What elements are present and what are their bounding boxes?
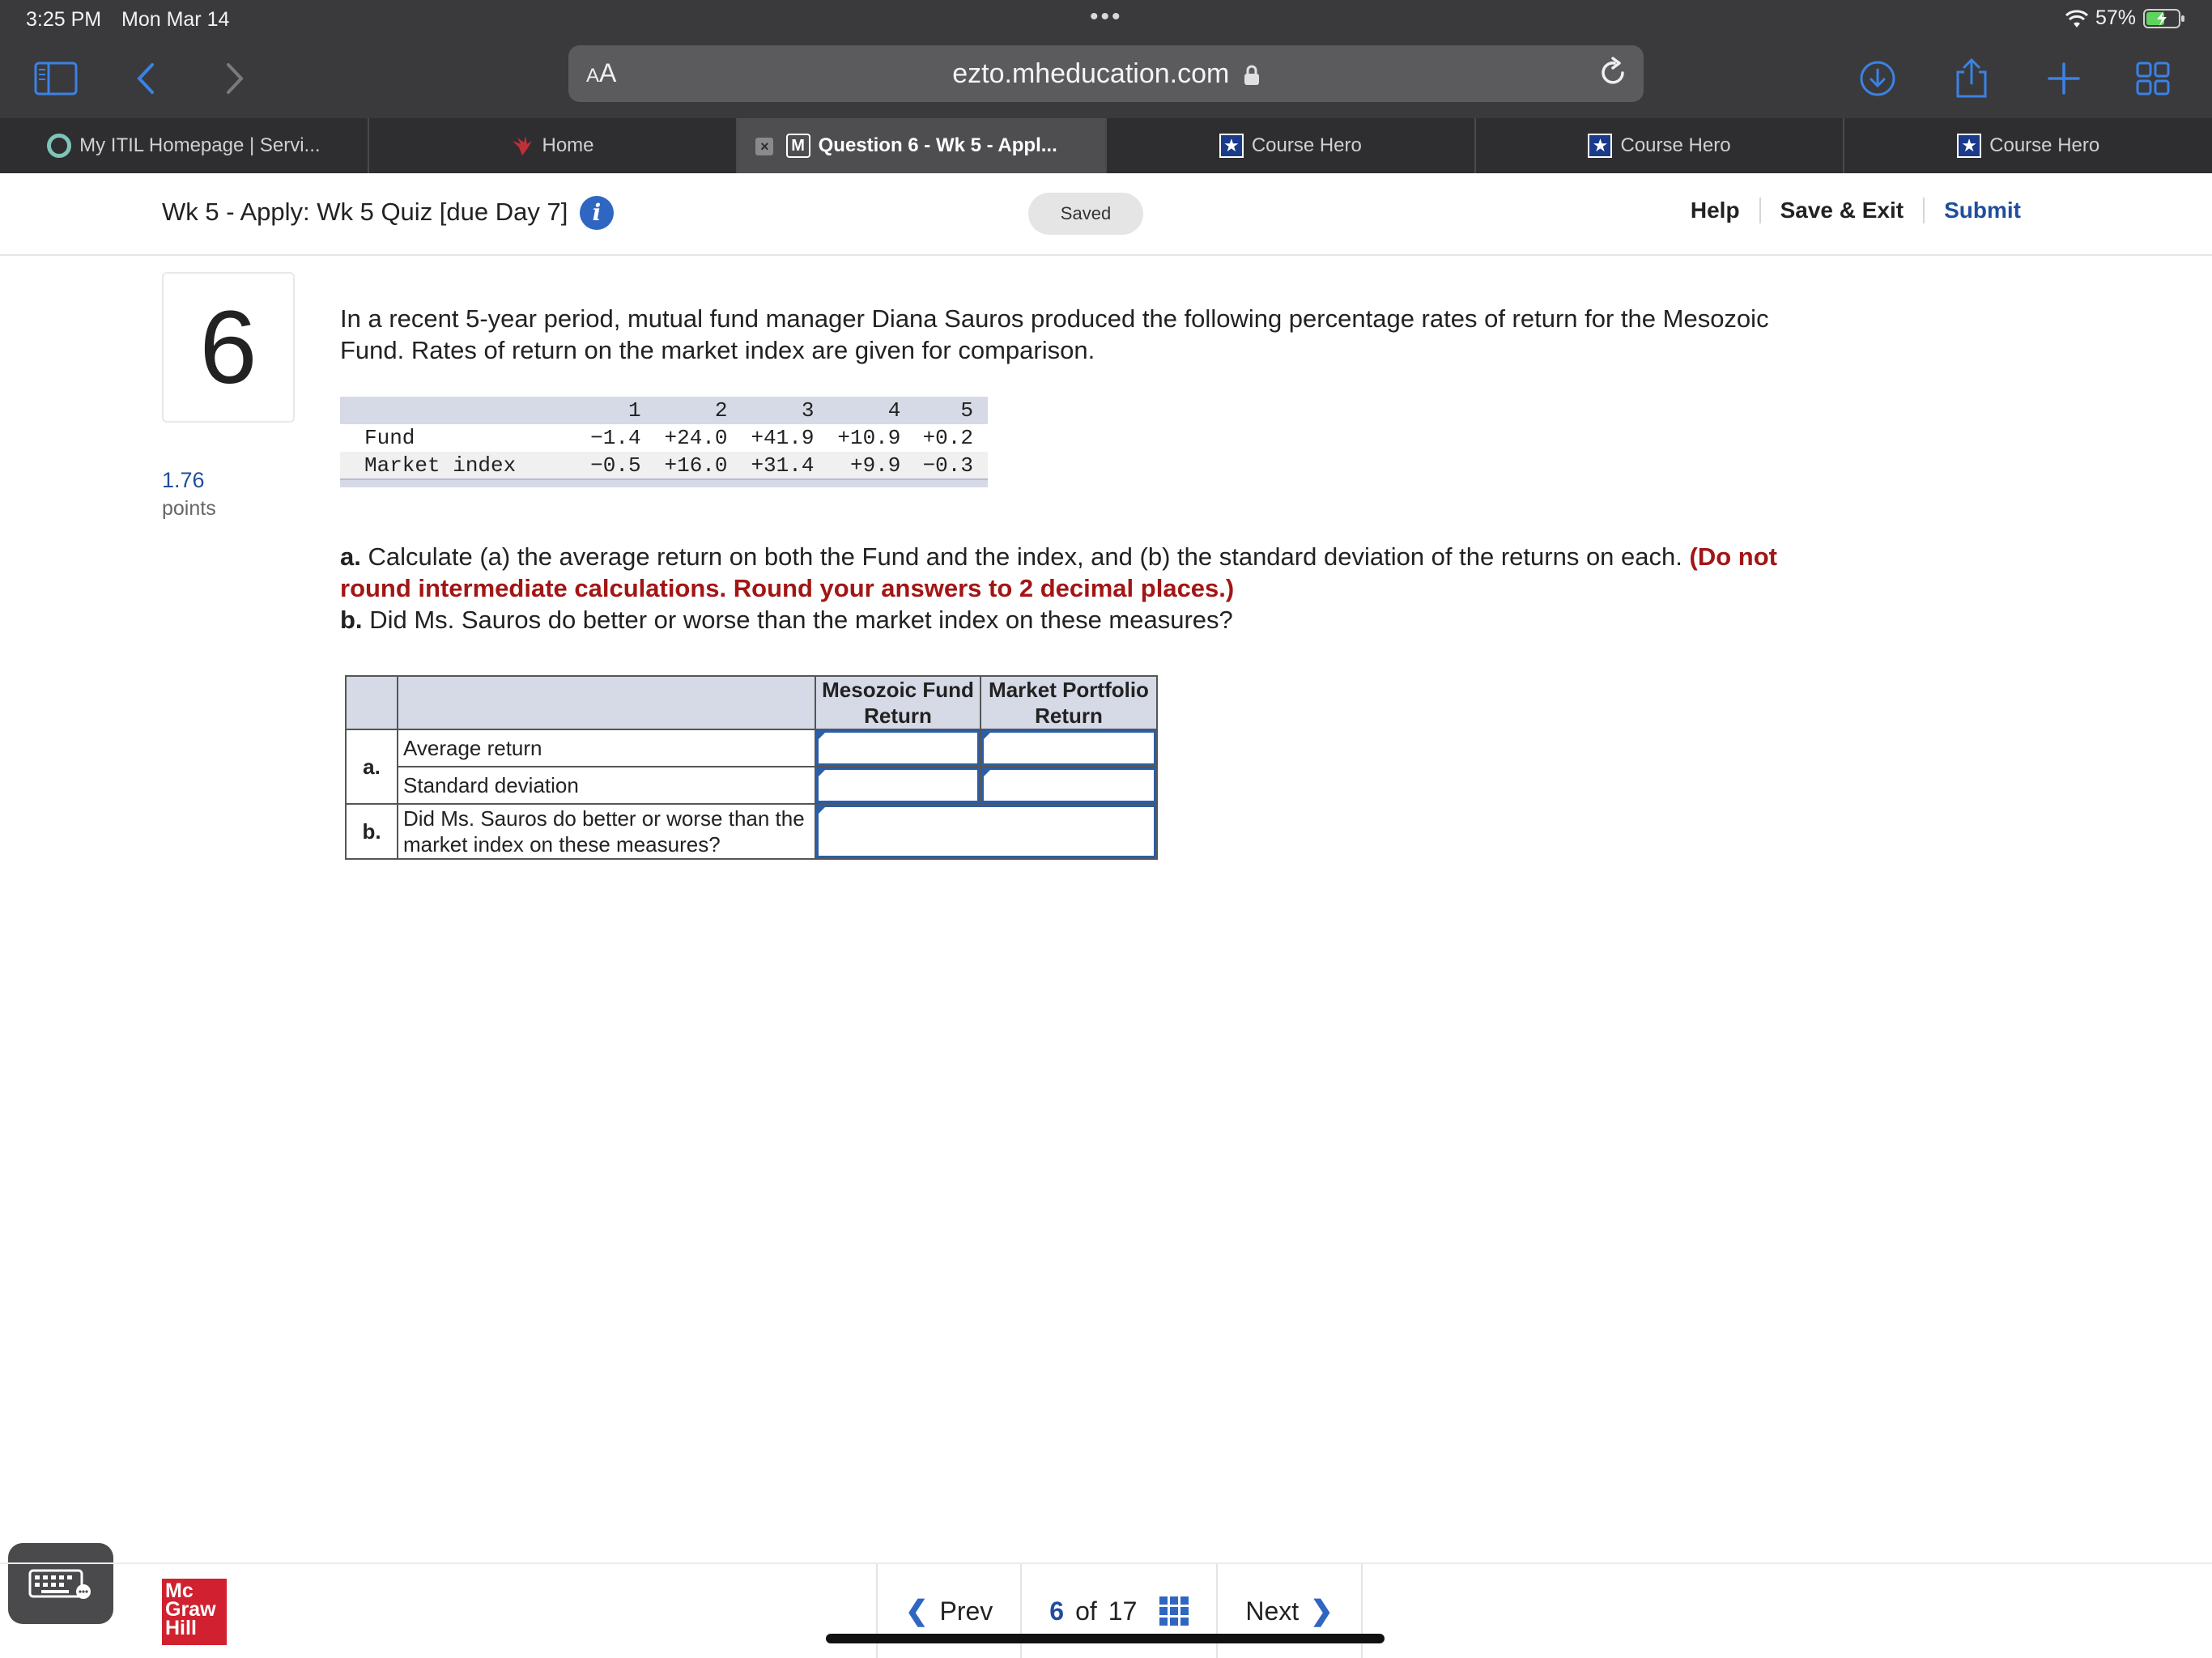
return-value: +31.4 [742,452,829,479]
question-number: 6 [162,272,295,423]
market-average-return-input[interactable] [981,730,1156,766]
reload-icon[interactable] [1595,55,1631,91]
return-value: +10.9 [837,426,901,450]
instructions [340,541,1814,636]
fund-row [340,424,988,452]
prev-label: Prev [939,1596,993,1626]
battery-charging-icon [2142,7,2186,30]
saved-status-badge: Saved [1028,193,1143,235]
tab-label: My ITIL Homepage | Servi... [79,134,321,156]
course-hero-star-icon: ★ [1219,134,1244,158]
year-header: 3 [742,397,829,424]
logo-line: Graw [165,1598,216,1621]
tab-label: Question 6 - Wk 5 - Appl... [818,134,1057,156]
next-label: Next [1245,1596,1300,1626]
home-indicator[interactable] [826,1634,1385,1643]
logo-line: Mc [165,1579,194,1602]
instruction-b [340,604,1814,636]
returns-table [340,397,988,487]
year-header: 4 [828,397,915,424]
rule-cell [340,479,988,487]
fund-average-return-input[interactable] [816,730,980,766]
answer-table [345,675,1158,860]
status-bar [0,0,2212,40]
year-header: 1 [583,397,656,424]
mcgraw-hill-logo [162,1579,227,1645]
keyboard-shortcut-button[interactable] [8,1543,113,1624]
return-value: −0.3 [915,452,988,479]
header-blank-label [398,676,815,729]
fund-return-header: Mesozoic Fund Return [815,676,981,729]
address-bar[interactable] [568,45,1644,102]
forward-icon[interactable] [209,53,259,104]
tab-course-hero-3[interactable] [1844,118,2212,173]
return-value: +16.0 [656,452,742,479]
better-worse-dropdown[interactable] [816,805,1156,858]
header-actions [1671,198,2040,223]
row-label: Market index [340,452,583,479]
quiz-title: Wk 5 - Apply: Wk 5 Quiz [due Day 7] [162,198,568,226]
new-tab-icon[interactable] [2039,53,2089,104]
instruction-a [340,541,1814,604]
logo-line: Hill [165,1617,197,1639]
row-label: Average return [398,729,815,767]
market-average-return-cell [981,729,1157,767]
sidebar-toggle-icon[interactable] [31,53,81,104]
keyboard-icon [28,1567,93,1600]
market-std-dev-cell [981,767,1157,804]
next-button[interactable] [1216,1564,1362,1658]
points-value: 1.76 [162,468,205,492]
return-value: −0.5 [583,452,656,479]
better-worse-row [346,804,1157,859]
points-label: points [162,497,216,520]
submit-button[interactable]: Submit [1923,198,2040,223]
part-b-text: Did Ms. Sauros do better or worse than the market index on these measures? [369,606,1233,634]
battery-percent: 57% [2095,6,2136,29]
course-hero-star-icon: ★ [1588,134,1612,158]
row-letter: b. [346,804,398,859]
save-exit-button[interactable]: Save & Exit [1759,198,1924,223]
fund-std-dev-cell [815,767,981,804]
row-label: Fund [364,426,415,450]
header-blank-letter [346,676,398,729]
standard-deviation-row [346,767,1157,804]
rounding-note: (Do not round intermediate calculations. Round your answers to 2 decimal places.) [340,542,1777,602]
return-value: +41.9 [751,426,815,450]
question-pager [876,1564,1363,1658]
row-label: Did Ms. Sauros do better or worse than the market index on these measures? [398,804,815,859]
tab-course-hero-2[interactable] [1476,118,1845,173]
tab-label: Course Hero [1251,134,1362,156]
prev-button[interactable] [876,1564,1020,1658]
browser-toolbar [0,40,2212,118]
chevron-right-icon: ❯ [1310,1596,1334,1626]
market-index-row [340,452,988,479]
part-b-letter: b. [340,606,363,634]
mcgraw-favicon-icon: M [786,134,810,158]
market-std-dev-input[interactable] [981,767,1156,803]
question-text: In a recent 5-year period, mutual fund manager Diana Sauros produced the following percentage rates of return for the Mesozoic Fund. Rates of return on the market index are given for comparison. [340,304,1769,364]
status-date: Mon Mar 14 [121,8,230,31]
multitasking-dots-icon[interactable]: ••• [1090,3,1123,30]
wifi-icon [2065,8,2089,29]
total-pages: 17 [1108,1596,1138,1626]
back-icon[interactable] [121,53,172,104]
answer-header-row [346,676,1157,729]
year-header: 2 [656,397,742,424]
tab-itil-homepage[interactable] [0,118,369,173]
close-tab-icon[interactable]: × [755,138,773,155]
aa-large-letter: A [599,58,617,87]
tab-home[interactable] [369,118,738,173]
lock-icon [1244,65,1260,86]
returns-header-blank [340,397,583,424]
quiz-header [0,173,2212,256]
page-of-label: of [1075,1596,1097,1626]
returns-header-row [340,397,988,424]
phoenix-logo-icon [511,134,534,157]
return-value: +24.0 [664,426,728,450]
tab-label: Home [542,134,594,156]
year-header: 5 [915,397,988,424]
status-indicators [2065,6,2186,30]
share-icon[interactable] [1946,53,1997,104]
fund-std-dev-input[interactable] [816,767,980,803]
tab-question-6[interactable] [738,118,1107,173]
url-display[interactable] [568,58,1644,90]
row-letter: a. [346,729,398,804]
tab-label: Course Hero [1620,134,1731,156]
current-page: 6 [1049,1596,1065,1626]
tab-overview-icon[interactable] [2128,53,2178,104]
question-map-button[interactable] [1020,1564,1216,1658]
part-a-letter: a. [340,542,361,571]
status-time: 3:25 PM [26,8,102,31]
aa-small-letter: A [586,65,600,87]
itil-logo-icon [47,134,71,158]
return-value: +9.9 [828,452,915,479]
average-return-row [346,729,1157,767]
url-text: ezto.mheducation.com [952,58,1230,89]
tab-course-hero-1[interactable] [1107,118,1476,173]
return-value: +0.2 [922,426,973,450]
downloads-icon[interactable] [1853,53,1903,104]
tab-label: Course Hero [1989,134,2100,156]
return-value: −1.4 [590,426,641,450]
market-return-header: Market Portfolio Return [981,676,1157,729]
help-button[interactable]: Help [1690,198,1740,223]
tab-bar [0,118,2212,173]
part-a-text: Calculate (a) the average return on both the Fund and the index, and (b) the standard deviation of the returns on each. [368,542,1682,571]
course-hero-star-icon: ★ [1957,134,1981,158]
table-bottom-rule [340,479,988,487]
row-label: Standard deviation [398,767,815,804]
chevron-left-icon: ❮ [905,1596,929,1626]
info-icon[interactable]: i [580,196,614,230]
question-grid-icon [1159,1596,1189,1626]
better-worse-cell [815,804,1157,859]
fund-average-return-cell [815,729,981,767]
